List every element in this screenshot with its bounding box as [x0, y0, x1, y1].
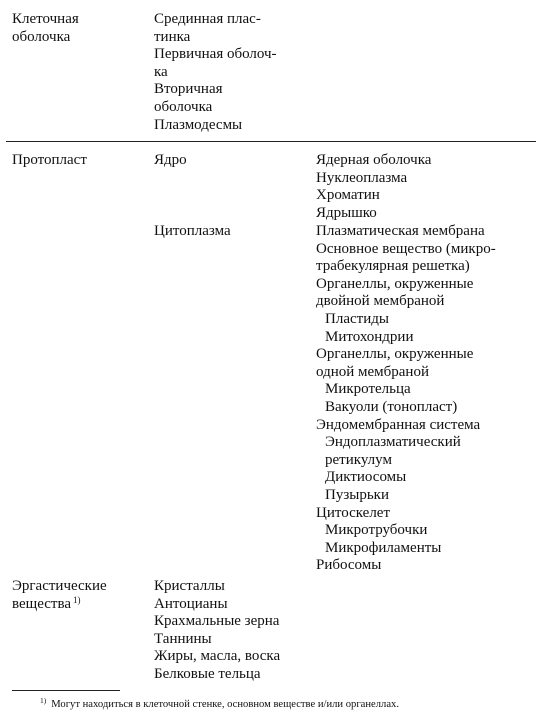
- list-item: Кристаллы: [154, 578, 225, 594]
- list-item: Антоцианы: [154, 595, 228, 612]
- list-item: Хроматин: [316, 187, 380, 204]
- list-item: Белковые тельца: [154, 665, 261, 682]
- list-item: Цитоскелет: [316, 504, 391, 521]
- list-item-sub: Пластиды: [325, 310, 389, 327]
- ergastic-label-line1: Эргастические: [12, 578, 107, 594]
- section-divider: [6, 141, 536, 142]
- list-item-sub: Вакуоли (тонопласт): [325, 398, 458, 415]
- footnote-text: Могут находиться в клеточной стенке, основном веществе и/или органеллах.: [51, 699, 399, 710]
- list-item: трабекулярная решетка): [316, 258, 470, 275]
- footnote-divider: [12, 690, 120, 691]
- list-item-sub: Пузырьки: [325, 486, 389, 503]
- cytoplasm-items: [316, 223, 496, 575]
- ergastic-label-text: вещества: [12, 595, 71, 612]
- list-item: одной мембраной: [316, 363, 429, 380]
- list-item: Эндомембранная система: [316, 416, 481, 433]
- cell-wall-label-line2: оболочка: [12, 28, 71, 45]
- list-item: Первичная оболоч-: [154, 46, 277, 63]
- footnote-marker: 1): [40, 696, 47, 705]
- list-item: Рибосомы: [316, 557, 382, 574]
- list-item-sub: Микрофиламенты: [325, 539, 442, 556]
- list-item: двойной мембраной: [316, 293, 445, 310]
- cell-wall-items: [154, 11, 277, 134]
- cytoplasm-label: Цитоплазма: [154, 223, 231, 239]
- list-item: Вторичная: [154, 81, 223, 98]
- nucleus-items: [316, 152, 431, 222]
- ergastic-label: [12, 578, 107, 613]
- footnote: [40, 696, 399, 711]
- list-item: ка: [154, 63, 168, 80]
- list-item-sub: Микротельца: [325, 381, 411, 398]
- list-item: тинка: [154, 28, 191, 45]
- list-item: Плазматическая мембрана: [316, 223, 485, 239]
- list-item: Таннины: [154, 630, 212, 647]
- list-item: Ядерная оболочка: [316, 152, 432, 168]
- list-item: Нуклеоплазма: [316, 169, 408, 186]
- list-item: Плазмодесмы: [154, 116, 243, 133]
- list-item: Основное вещество (микро-: [316, 240, 496, 257]
- protoplast-label: Протопласт: [12, 152, 87, 168]
- list-item-sub: Митохондрии: [325, 328, 414, 345]
- list-item: Срединная плас-: [154, 11, 261, 27]
- list-item: Органеллы, окруженные: [316, 346, 474, 363]
- list-item: оболочка: [154, 98, 213, 115]
- nucleus-label: Ядро: [154, 152, 187, 168]
- ergastic-items: [154, 578, 280, 684]
- list-item: Ядрышко: [316, 204, 377, 221]
- cell-wall-label-line1: Клеточная: [12, 11, 79, 27]
- list-item-sub: Диктиосомы: [325, 469, 407, 486]
- list-item-sub: Микротрубочки: [325, 522, 428, 539]
- cell-wall-label: [12, 11, 79, 46]
- ergastic-label-line2: [12, 596, 107, 614]
- list-item-sub: Эндоплазматический: [325, 434, 461, 451]
- footnote-marker: 1): [73, 594, 81, 605]
- list-item: Жиры, масла, воска: [154, 648, 281, 665]
- list-item: Органеллы, окруженные: [316, 275, 474, 292]
- list-item-sub: ретикулум: [325, 451, 392, 468]
- list-item: Крахмальные зерна: [154, 613, 280, 630]
